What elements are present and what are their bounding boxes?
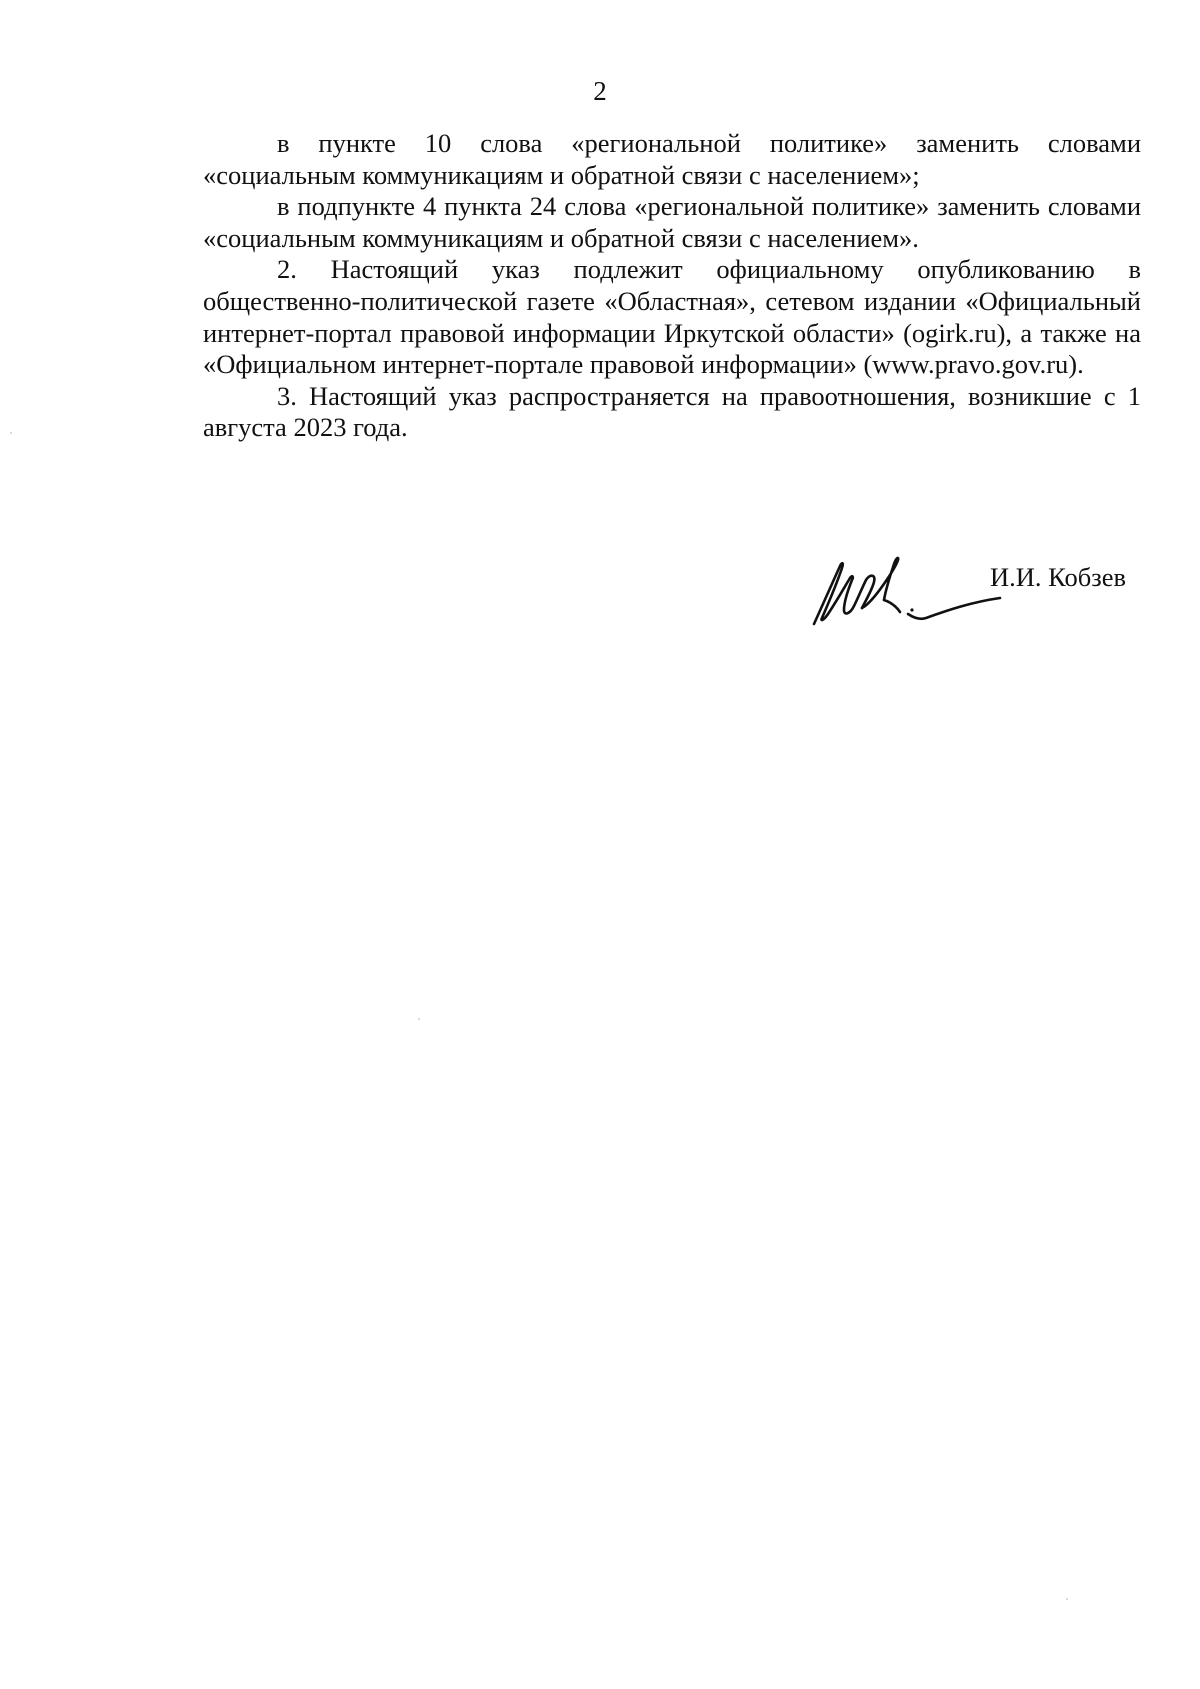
scan-artifact-dot <box>1066 1598 1068 1600</box>
page-number: 2 <box>593 76 607 106</box>
document-body <box>203 128 1141 444</box>
paragraph-amend-item-24: в подпункте 4 пункта 24 слова «региональной политике» заменить словами «социальным коммуникациям и обратной связи с населением». <box>203 191 1141 253</box>
paragraph-publication: 2. Настоящий указ подлежит официальному опубликованию в общественно-политической газете «Областная», сетевом издании «Официальный интернет-портал правовой информации Иркутской области» (ogirk.ru), а также на «Официальном интернет-портале правовой информации» (www.pravo.gov.ru). <box>203 254 1141 380</box>
paragraph-amend-item-10: в пункте 10 слова «региональной политике» заменить словами «социальным коммуникациям и обратной связи с населением»; <box>203 128 1141 190</box>
signature-block <box>800 548 1160 648</box>
signer-name: И.И. Кобзев <box>990 562 1126 592</box>
scan-artifact-dot <box>418 1018 420 1020</box>
paragraph-effective-date: 3. Настоящий указ распространяется на правоотношения, возникшие с 1 августа 2023 года. <box>203 380 1141 443</box>
scan-artifact-dot <box>10 432 12 434</box>
